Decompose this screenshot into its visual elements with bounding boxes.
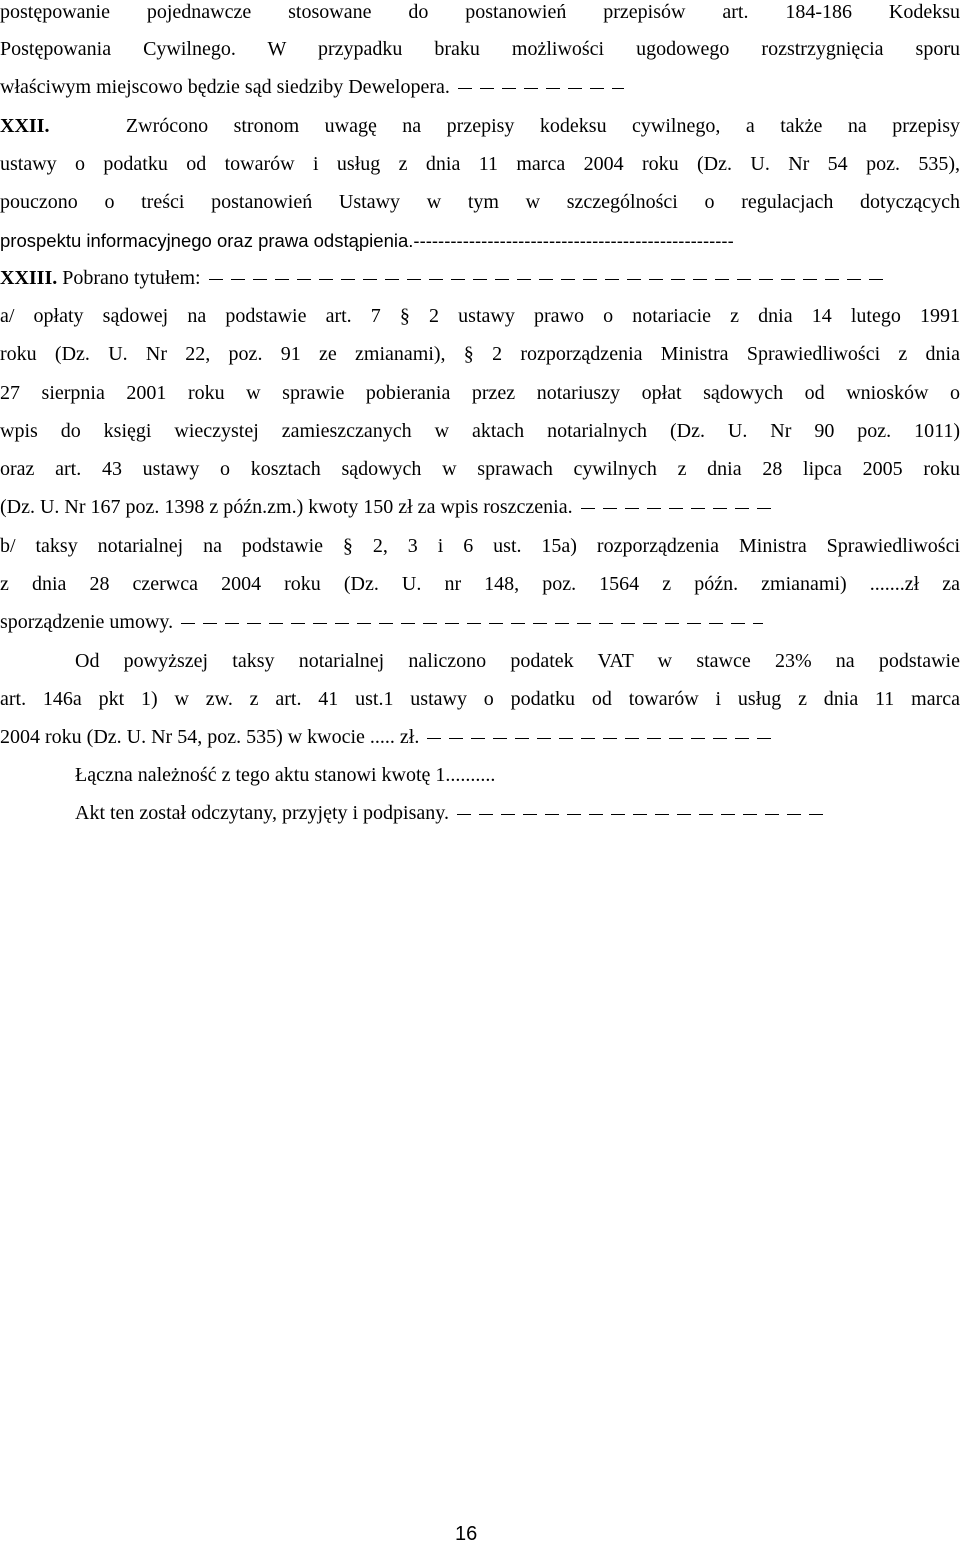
fill-dash-line xyxy=(457,814,827,815)
fill-dash-line xyxy=(458,88,624,89)
text-line: Od powyższej taksy notarialnej naliczono podatek VAT w stawce 23% na podstawie xyxy=(75,650,960,672)
text-line: art. 146a pkt 1) w zw. z art. 41 ust.1 ustawy o podatku od towarów i usług z dnia 11 marca xyxy=(0,688,960,710)
text-line xyxy=(0,71,960,103)
text-line xyxy=(0,606,960,638)
text-line: wpis do księgi wieczystej zamieszczanych w aktach notarialnych (Dz. U. Nr 90 poz. 1011) xyxy=(0,420,960,442)
fill-dash-line xyxy=(581,508,777,509)
text-line: ustawy o podatku od towarów i usług z dnia 11 marca 2004 roku (Dz. U. Nr 54 poz. 535), xyxy=(0,153,960,175)
text-line: z dnia 28 czerwca 2004 roku (Dz. U. nr 148, poz. 1564 z późn. zmianami) .......zł za xyxy=(0,573,960,595)
section-number: XXIII. xyxy=(0,267,58,289)
text-line xyxy=(0,721,960,753)
text-fragment: Pobrano tytułem: xyxy=(62,267,201,289)
text-fragment: (Dz. U. Nr 167 poz. 1398 z późn.zm.) kwoty 150 zł za wpis roszczenia. xyxy=(0,496,573,518)
text-line xyxy=(0,262,960,294)
total-line: Łączna należność z tego aktu stanowi kwotę 1.......... xyxy=(75,764,496,786)
text-fragment: sporządzenie umowy. xyxy=(0,611,174,633)
text-line: pouczono o treści postanowień Ustawy w tym w szczególności o regulacjach dotyczących xyxy=(0,191,960,213)
fill-dash-line xyxy=(427,738,777,739)
text-line: 27 sierpnia 2001 roku w sprawie pobierania przez notariuszy opłat sądowych od wniosków o xyxy=(0,382,960,404)
page-number: 16 xyxy=(455,1523,478,1545)
text-line: prospektu informacyjnego oraz prawa odstąpienia.---------------------------------------------------- xyxy=(0,230,734,251)
fill-dash-line xyxy=(181,623,763,624)
section-number: XXII. xyxy=(0,115,50,137)
text-fragment: Akt ten został odczytany, przyjęty i podpisany. xyxy=(75,802,449,824)
text-fragment: 2004 roku (Dz. U. Nr 54, poz. 535) w kwocie ..... zł. xyxy=(0,726,420,748)
closing-line xyxy=(0,797,960,829)
text-line: b/ taksy notarialnej na podstawie § 2, 3 i 6 ust. 15a) rozporządzenia Ministra Sprawiedliwości xyxy=(0,535,960,557)
text-line: a/ opłaty sądowej na podstawie art. 7 § 2 ustawy prawo o notariacie z dnia 14 lutego 1991 xyxy=(0,305,960,327)
text-line xyxy=(0,110,960,142)
text-fragment: właściwym miejscowo będzie sąd siedziby Dewelopera. xyxy=(0,76,450,98)
text-line: roku (Dz. U. Nr 22, poz. 91 ze zmianami), § 2 rozporządzenia Ministra Sprawiedliwości z dnia xyxy=(0,343,960,365)
fill-dash-line xyxy=(209,279,885,280)
text-line xyxy=(0,491,960,523)
text-fragment: Zwrócono stronom uwagę na przepisy kodeksu cywilnego, a także na przepisy xyxy=(125,115,960,137)
text-line: oraz art. 43 ustawy o kosztach sądowych w sprawach cywilnych z dnia 28 lipca 2005 roku xyxy=(0,458,960,480)
text-line: postępowanie pojednawcze stosowane do postanowień przepisów art. 184-186 Kodeksu xyxy=(0,1,960,23)
text-line: Postępowania Cywilnego. W przypadku braku możliwości ugodowego rozstrzygnięcia sporu xyxy=(0,38,960,60)
